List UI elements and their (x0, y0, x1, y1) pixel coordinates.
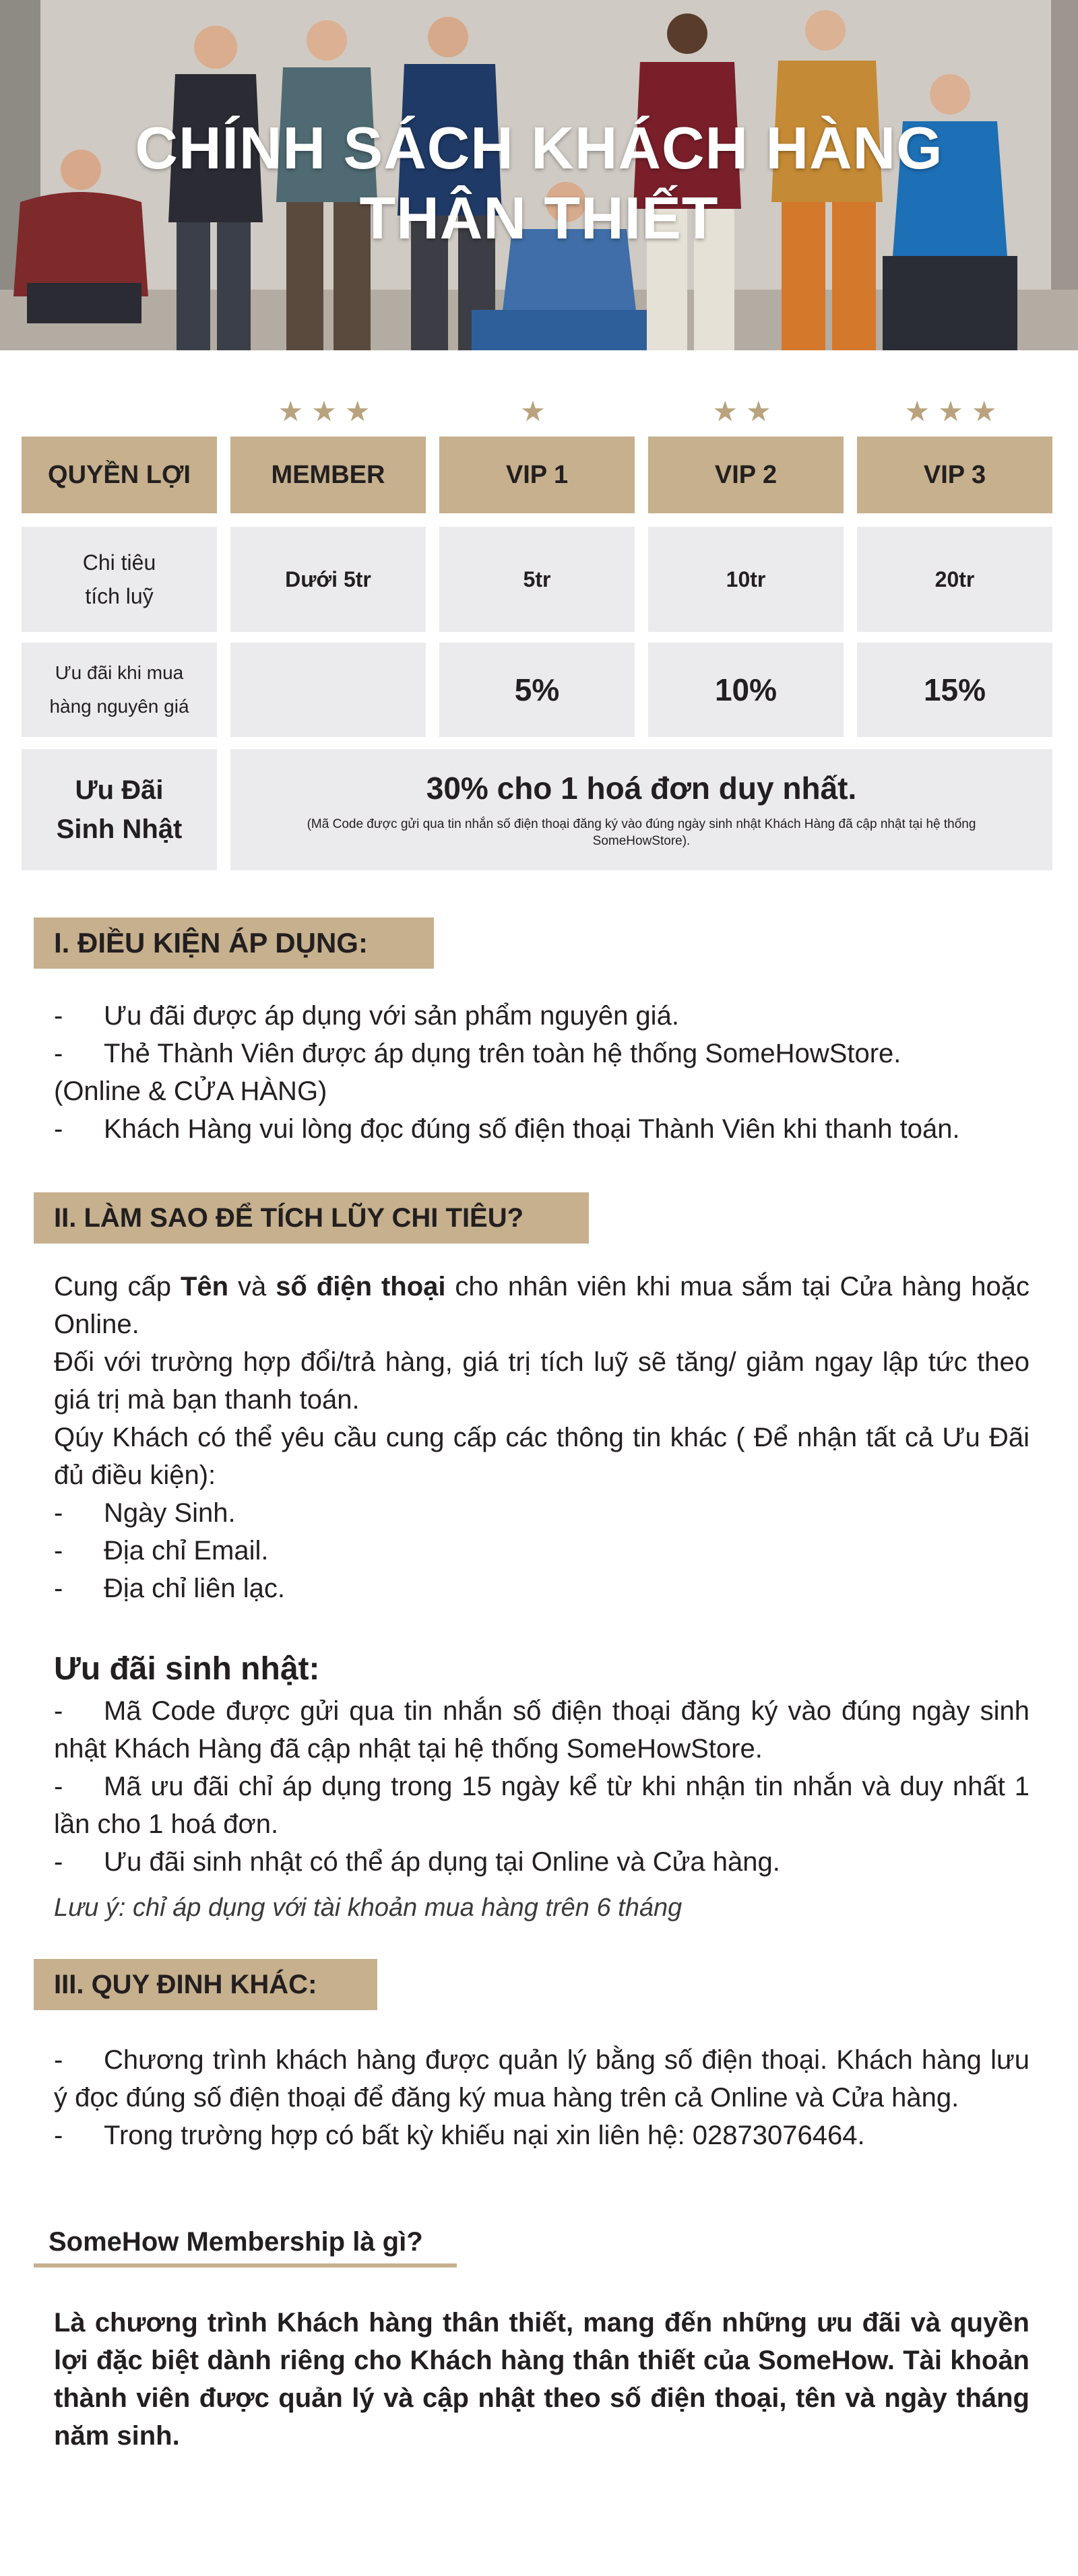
header-vip1: VIP 1 (439, 437, 635, 513)
birthday-note: Lưu ý: chỉ áp dụng với tài khoản mua hàng trên 6 tháng (54, 1894, 683, 1922)
list-item: - Địa chỉ Email. (54, 1536, 269, 1566)
spend-vip3: 20tr (857, 527, 1052, 632)
section-2-title: II. LÀM SAO ĐỂ TÍCH LŨY CHI TIÊU? (34, 1192, 589, 1244)
birthday-benefit-main: 30% cho 1 hoá đơn duy nhất. (426, 771, 857, 806)
membership-answer: Là chương trình Khách hàng thân thiết, mang đến những ưu đãi và quyền lợi đặc biệt dành riêng cho Khách hàng thân thiết của SomeHow. Tài khoản thành viên được quản lý và cập nhật theo số điện thoại, tên và ngày tháng năm sinh. (54, 2308, 1029, 2451)
birthday-benefit-note: (Mã Code được gửi qua tin nhắn số điện thoại đăng ký vào đúng ngày sinh nhật Khách Hàng đã cập nhật tại hệ thống SomeHowStore). (307, 817, 976, 848)
spend-vip1: 5tr (439, 527, 635, 632)
list-item-text: Chương trình khách hàng được quản lý bằng số điện thoại. Khách hàng lưu ý đọc đúng số điện thoại để đăng ký mua hàng trên cả Online và Cửa hàng. (54, 2045, 1029, 2113)
stars-vip3: ★★★ (904, 395, 1005, 427)
list-item: - Chương trình khách hàng được quản lý bằng số điện thoại. Khách hàng lưu ý đọc đúng số điện thoại để đăng ký mua hàng trên cả Online và Cửa hàng. (54, 2045, 1029, 2113)
section-3-body (54, 2041, 1029, 2154)
hero-banner (0, 0, 1078, 350)
section-1-title: I. ĐIỀU KIỆN ÁP DỤNG: (34, 917, 434, 969)
row-label-spend (22, 527, 217, 632)
list-item-text: Ưu đãi sinh nhật có thể áp dụng tại Online và Cửa hàng. (104, 1847, 780, 1877)
row-label-birthday (22, 749, 217, 870)
text-run: cho nhân viên khi mua sắm tại Cửa hàng hoặc Online. (54, 1272, 1029, 1339)
row-label-birthday-line-2: Sinh Nhật (56, 814, 183, 844)
list-item-text: Thẻ Thành Viên được áp dụng trên toàn hệ thống SomeHowStore. (104, 1039, 901, 1068)
section-2-body (54, 1268, 1029, 1607)
page-title-line-2: THÂN THIẾT (359, 185, 719, 251)
list-item: - Thẻ Thành Viên được áp dụng trên toàn hệ thống SomeHowStore. (54, 1039, 901, 1068)
list-item: - Mã ưu đãi chỉ áp dụng trong 15 ngày kể từ khi nhận tin nhắn và duy nhất 1 lần cho 1 hoá đơn. (54, 1772, 1029, 1839)
row-label-spend-line-1: Chi tiêu (82, 550, 156, 575)
discount-vip3: 15% (857, 643, 1052, 737)
list-item: - Ngày Sinh. (54, 1498, 236, 1528)
list-item: - Mã Code được gửi qua tin nhắn số điện thoại đăng ký vào đúng ngày sinh nhật Khách Hàng đã cập nhật tại hệ thống SomeHowStore. (54, 1696, 1029, 1764)
text-run: và (228, 1272, 276, 1301)
list-item: - Trong trường hợp có bất kỳ khiếu nại xin liên hệ: 02873076464. (54, 2121, 865, 2150)
section-1-body (54, 997, 1029, 1148)
page-title-line-1: CHÍNH SÁCH KHÁCH HÀNG (135, 115, 943, 181)
header-member: MEMBER (230, 437, 426, 513)
page-title (0, 113, 1078, 253)
list-item: - Khách Hàng vui lòng đọc đúng số điện thoại Thành Viên khi thanh toán. (54, 1114, 960, 1144)
stars-member: ★★★ (278, 395, 379, 427)
birthday-section-title: Ưu đãi sinh nhật: (54, 1651, 320, 1687)
header-vip3: VIP 3 (857, 437, 1052, 513)
text-run-bold: Tên (180, 1272, 229, 1301)
header-vip2: VIP 2 (648, 437, 844, 513)
section-3-title: III. QUY ĐINH KHÁC: (34, 1959, 377, 2010)
section-2-paragraph-2: Đối với trường hợp đổi/trả hàng, giá trị tích luỹ sẽ tăng/ giảm ngay lập tức theo giá trị mà bạn thanh toán. (54, 1347, 1029, 1415)
list-item-text: Mã Code được gửi qua tin nhắn số điện thoại đăng ký vào đúng ngày sinh nhật Khách Hàng đã cập nhật tại hệ thống SomeHowStore. (54, 1696, 1029, 1764)
stars-vip1: ★ (520, 395, 554, 427)
text-run-bold: số điện thoại (276, 1272, 446, 1301)
list-item-text: Khách Hàng vui lòng đọc đúng số điện thoại Thành Viên khi thanh toán. (104, 1114, 960, 1144)
list-item-text: Địa chỉ Email. (104, 1536, 269, 1566)
header-benefits: QUYỀN LỢI (22, 437, 217, 513)
discount-member (230, 643, 426, 737)
list-item: - Ưu đãi sinh nhật có thể áp dụng tại Online và Cửa hàng. (54, 1847, 780, 1877)
row-label-spend-line-2: tích luỹ (85, 584, 154, 608)
stars-vip2: ★★ (712, 395, 780, 427)
text-run: Cung cấp (54, 1272, 181, 1301)
discount-vip2: 10% (648, 643, 844, 737)
membership-question: SomeHow Membership là gì? (34, 2223, 457, 2267)
list-item: - Ưu đãi được áp dụng với sản phẩm nguyên giá. (54, 1001, 679, 1031)
birthday-section-body (54, 1692, 1029, 1881)
list-item-continuation: (Online & CỬA HÀNG) (54, 1076, 327, 1106)
list-item-text: Ngày Sinh. (104, 1498, 236, 1528)
list-item-text: Địa chỉ liên lạc. (104, 1574, 286, 1603)
section-2-paragraph-1 (54, 1268, 1029, 1343)
list-item-text: Mã ưu đãi chỉ áp dụng trong 15 ngày kể từ khi nhận tin nhắn và duy nhất 1 lần cho 1 hoá đơn. (54, 1772, 1029, 1839)
spend-vip2: 10tr (648, 527, 844, 632)
row-label-discount (22, 643, 217, 737)
row-label-birthday-line-1: Ưu Đãi (75, 775, 164, 805)
list-item-text: Trong trường hợp có bất kỳ khiếu nại xin liên hệ: 02873076464. (104, 2121, 865, 2150)
row-label-discount-line-2: hàng nguyên giá (49, 696, 189, 717)
birthday-benefit (230, 749, 1052, 870)
list-item: - Địa chỉ liên lạc. (54, 1574, 286, 1603)
row-label-discount-line-1: Ưu đãi khi mua (55, 662, 184, 683)
section-2-paragraph-3: Qúy Khách có thể yêu cầu cung cấp các thông tin khác ( Để nhận tất cả Ưu Đãi đủ điều kiện): (54, 1423, 1029, 1490)
spend-member: Dưới 5tr (230, 527, 426, 632)
discount-vip1: 5% (439, 643, 635, 737)
list-item-text: Ưu đãi được áp dụng với sản phẩm nguyên giá. (104, 1001, 679, 1031)
